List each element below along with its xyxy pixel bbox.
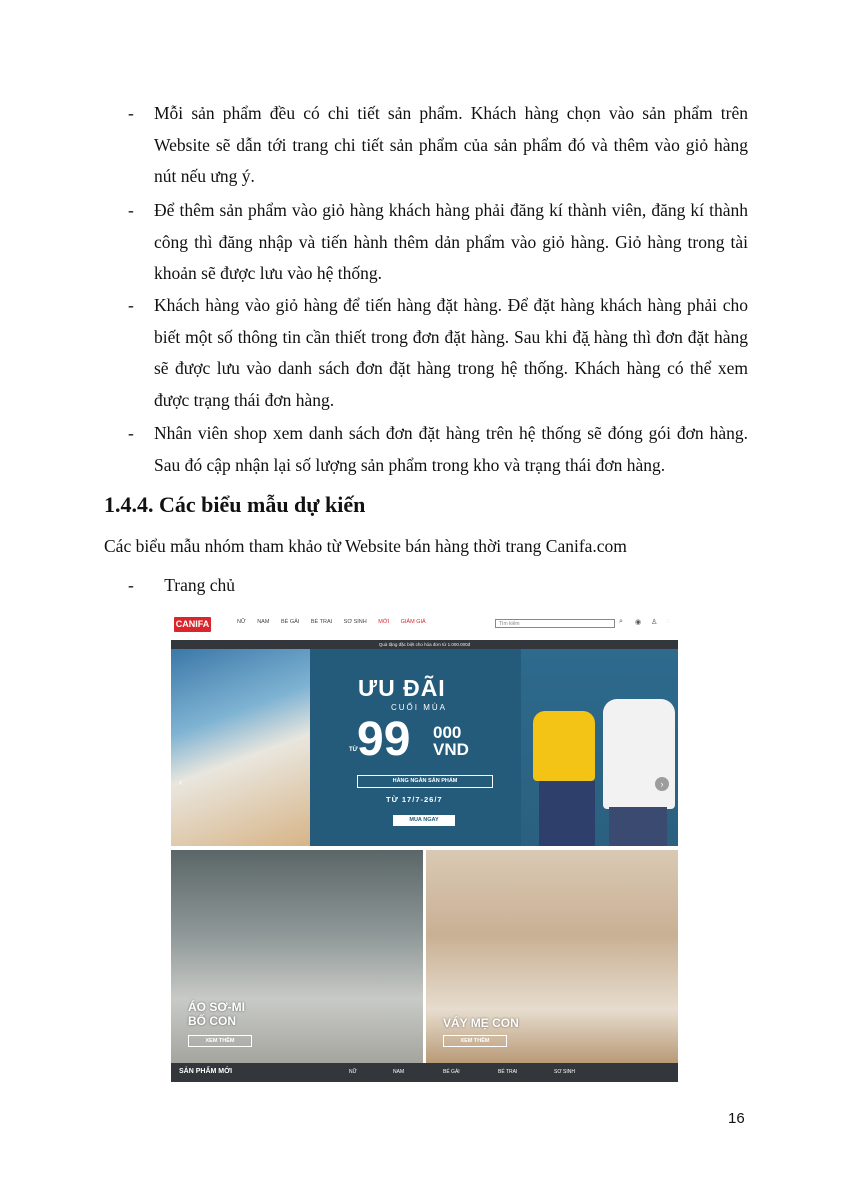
nav-newborn[interactable]: SƠ SINH (343, 619, 367, 625)
search-icon[interactable]: ⌕ (619, 618, 623, 625)
bullet-add-to-cart (128, 195, 748, 290)
hero-price: 99 (357, 713, 411, 766)
bullet-text: Mỗi sản phẩm đều có chi tiết sản phẩm. Khách hàng chọn vào sản phẩm trên Website sẽ dẫn tới trang chi tiết sản phẩm của sản phẩm đó và thêm vào giỏ hàng nút nếu ưng ý. (154, 103, 748, 186)
hero-dates: TỪ 17/7-26/7 (386, 795, 443, 804)
bullet-text: Để thêm sản phẩm vào giỏ hàng khách hàng phải đăng kí thành viên, đăng kí thành công thì đăng nhập và tiến hành thêm dản phẩm vào giỏ hàng. Giỏ hàng trong tài khoản sẽ được lưu vào hệ thống. (154, 200, 748, 283)
see-more-button[interactable]: XEM THÊM (443, 1035, 507, 1047)
cart-icon[interactable]: ◌ (666, 618, 671, 625)
category-tab-men[interactable]: NAM (393, 1069, 405, 1075)
bullet-text: Khách hàng vào giỏ hàng để tiến hàng đặt hàng. Để đặt hàng khách hàng phải cho biết một số thông tin cần thiết trong đơn đặt hàng. Sau khi đặ̣ hàng thì đơn đặt hàng sẽ được lưu vào danh sách đơn đặt hàng trong hệ thống. Khách hàng có thể xem được trạng thái đơn hàng. (154, 295, 748, 410)
nav-boys[interactable]: BÉ TRAI (310, 619, 333, 625)
jeans-shape (609, 807, 667, 846)
category-tab-boys[interactable]: BÉ TRAI (498, 1069, 518, 1075)
bullet-product-detail (128, 98, 748, 193)
bullet-staff-process (128, 418, 748, 481)
hero-from-label: TỪ (349, 747, 358, 753)
nav-men[interactable]: NAM (257, 619, 270, 625)
bullet-dash: - (128, 575, 134, 595)
page-number: 16 (728, 1110, 745, 1127)
new-products-bar (171, 1063, 678, 1082)
category-tab-women[interactable]: NỮ (349, 1069, 357, 1075)
tile-mother-daughter-dresses[interactable] (426, 850, 678, 1063)
canifa-logo[interactable]: CANIFA (174, 617, 211, 632)
bullet-text: Nhân viên shop xem danh sách đơn đặt hàng trên hệ thống sẽ đóng gói đơn hàng. Sau đó cập nhận lại số lượng sản phẩm trong kho và trạng thái đơn hàng. (154, 423, 748, 475)
jeans-shape (539, 781, 595, 846)
tile-father-son-shirts[interactable] (171, 850, 423, 1063)
chevron-right-icon[interactable]: › (655, 777, 669, 791)
hero-price-unit (433, 724, 469, 758)
category-tab-newborn[interactable]: SƠ SINH (554, 1069, 575, 1075)
bullet-dash: - (128, 103, 134, 123)
intro-paragraph: Các biểu mẫu nhóm tham khảo từ Website bán hàng thời trang Canifa.com (104, 536, 627, 556)
search-input[interactable]: Tìm kiếm (495, 619, 615, 628)
canifa-homepage-screenshot (171, 610, 678, 1082)
hero-tag: HÀNG NGÀN SẢN PHẨM (357, 775, 493, 788)
bullet-homepage (128, 575, 235, 596)
main-nav (237, 619, 436, 625)
hero-photo-left (171, 649, 310, 846)
nav-sale[interactable]: GIẢM GIÁ (400, 619, 426, 625)
bullet-dash: - (128, 423, 134, 443)
promo-bar: Quà tặng đặc biệt cho hóa đơn từ 1.000.000đ (171, 640, 678, 649)
hero-currency: VND (433, 740, 469, 759)
bullet-text: Trang chủ (164, 575, 236, 595)
hero-title: ƯU ĐÃI (358, 675, 446, 701)
see-more-button[interactable]: XEM THÊM (188, 1035, 252, 1047)
white-shirt-model (603, 699, 675, 809)
new-products-label: SẢN PHẨM MỚI (179, 1068, 233, 1075)
nav-women[interactable]: NỮ (237, 619, 246, 625)
tile-title-line: BỐ CON (188, 1014, 236, 1028)
category-tab-girls[interactable]: BÉ GÁI (443, 1069, 460, 1075)
nav-new[interactable]: MỚI (378, 619, 390, 625)
chevron-left-icon[interactable]: ‹ (179, 777, 183, 788)
tile-title-line: ÁO SƠ-MI (188, 1000, 245, 1014)
tile-title: VÁY MẸ CON (443, 1016, 519, 1030)
user-icon[interactable]: ♙ (651, 619, 658, 626)
buy-now-button[interactable]: MUA NGAY (393, 815, 455, 826)
site-header (171, 610, 678, 640)
hero-price-thousands: 000 (433, 723, 462, 742)
bullet-dash: - (128, 295, 134, 315)
nav-girls[interactable]: BÉ GÁI (280, 619, 300, 625)
yellow-shirt-model (533, 711, 595, 781)
tile-title (188, 1000, 245, 1028)
hero-subtitle: CUỐI MÙA (391, 703, 447, 712)
section-heading: 1.4.4. Các biểu mẫu dự kiến (104, 492, 366, 517)
bullet-place-order (128, 290, 748, 416)
hero-banner[interactable] (171, 649, 678, 846)
bullet-dash: - (128, 200, 134, 220)
location-pin-icon[interactable]: ◉ (635, 619, 642, 626)
